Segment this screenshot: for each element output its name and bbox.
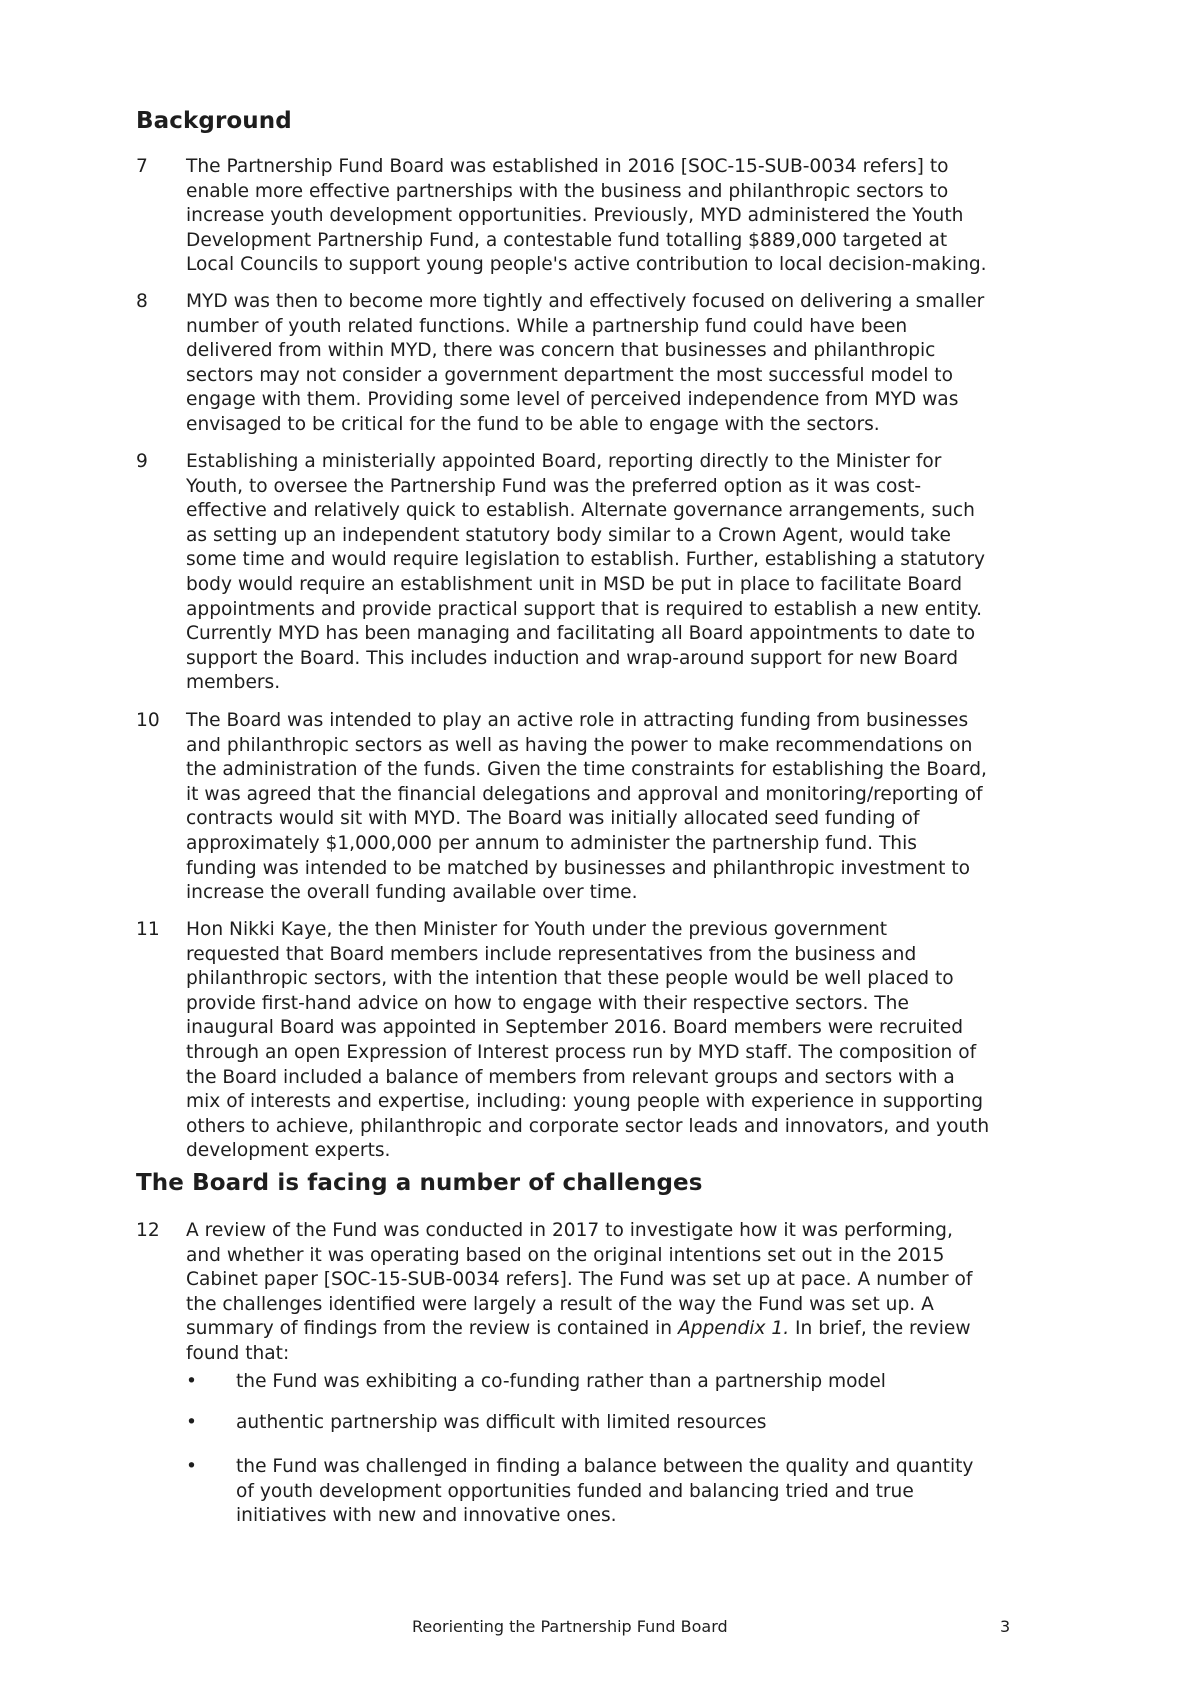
section-heading-background: Background [136, 108, 292, 134]
paragraph-number: 10 [136, 710, 160, 731]
paragraph-text-tail: In brief, the review found that: [186, 1318, 971, 1364]
paragraph-text: The Board was intended to play an active role in attracting funding from businesses and philanthropic sectors as well as having the power to make recommendations on the administration of the funds. Given the time constraints for establishing the Board, it was agreed that the financial delegations and approval and monitoring/reporting of contracts would sit with MYD. The Board was initially allocated seed funding of approximately $1,000,000 per annum to administer the partnership fund. This funding was intended to be matched by businesses and philanthropic investment to increase the overall funding available over time. [186, 710, 987, 904]
bullet-text: the Fund was exhibiting a co-funding rather than a partnership model [236, 1371, 886, 1392]
paragraph-text: The Partnership Fund Board was established in 2016 [SOC-15-SUB-0034 refers] to enable more effective partnerships with the business and philanthropic sectors to increase youth development opportunities. Previously, MYD administered the Youth Development Partnership Fund, a contestable fund totalling $889,000 targeted at Local Councils to support young people's active contribution to local decision-making. [186, 156, 987, 276]
paragraph-text [186, 1219, 1086, 1367]
paragraph-10 [136, 709, 1086, 906]
page-number: 3 [1000, 1617, 1011, 1636]
paragraph-number: 7 [136, 156, 148, 177]
bullet-text: the Fund was challenged in finding a balance between the quality and quantity of youth development opportunities funded and balancing tried and true initiatives with new and innovative ones. [236, 1456, 974, 1527]
paragraph-8 [136, 290, 1086, 438]
bullet-item [186, 1455, 1076, 1529]
bullet-item [186, 1370, 1076, 1395]
paragraph-number: 9 [136, 451, 148, 472]
paragraph-7 [136, 155, 1086, 278]
paragraph-text: Hon Nikki Kaye, the then Minister for Youth under the previous government requested that Board members include representatives from the business and philanthropic sectors, with the intention that these people would be well placed to provide first-hand advice on how to engage with their respective sectors. The inaugural Board was appointed in September 2016. Board members were recruited through an open Expression of Interest process run by MYD staff. The composition of the Board included a balance of members from relevant groups and sectors with a mix of interests and expertise, including: young people with experience in supporting others to achieve, philanthropic and corporate sector leads and innovators, and youth development experts. [186, 919, 990, 1162]
appendix-reference: Appendix 1. [677, 1318, 790, 1340]
bullet-dot: • [186, 1456, 197, 1477]
paragraph-text-lead: A review of the Fund was conducted in 2017 to investigate how it was performing, and whether it was operating based on the original intentions set out in the 2015 Cabinet paper [SOC-15-SUB-0034 refers]. The Fund was set up at pace. A number of the challenges identified were largely a result of the way the Fund was set up. A summary of findings from the review is contained in [186, 1220, 973, 1340]
paragraph-text: Establishing a ministerially appointed Board, reporting directly to the Minister for Youth, to oversee the Partnership Fund was the preferred option as it was cost- effective and relatively quick to establish. Alternate governance arrangements, such as setting up an independent statutory body similar to a Crown Agent, would take some time and would require legislation to establish. Further, establishing a statutory body would require an establishment unit in MSD be put in place to facilitate Board appointments and provide practical support that is required to establish a new entity. Currently MYD has been managing and facilitating all Board appointments to date to support the Board. This includes induction and wrap-around support for new Board members. [186, 451, 985, 694]
paragraph-9 [136, 450, 1086, 696]
bullet-dot: • [186, 1412, 197, 1433]
bullet-dot: • [186, 1371, 197, 1392]
footer-title: Reorienting the Partnership Fund Board [412, 1617, 728, 1636]
paragraph-number: 12 [136, 1220, 160, 1241]
paragraph-number: 11 [136, 919, 160, 940]
paragraph-11 [136, 918, 1086, 1164]
section-heading-challenges: The Board is facing a number of challenges [136, 1170, 703, 1196]
paragraph-12 [136, 1219, 1086, 1367]
bullet-item [186, 1411, 1076, 1436]
paragraph-number: 8 [136, 291, 148, 312]
paragraph-text: MYD was then to become more tightly and effectively focused on delivering a smaller number of youth related functions. While a partnership fund could have been delivered from within MYD, there was concern that businesses and philanthropic sectors may not consider a government department the most successful model to engage with them. Providing some level of perceived independence from MYD was envisaged to be critical for the fund to be able to engage with the sectors. [186, 291, 985, 435]
bullet-text: authentic partnership was difficult with limited resources [236, 1412, 767, 1433]
